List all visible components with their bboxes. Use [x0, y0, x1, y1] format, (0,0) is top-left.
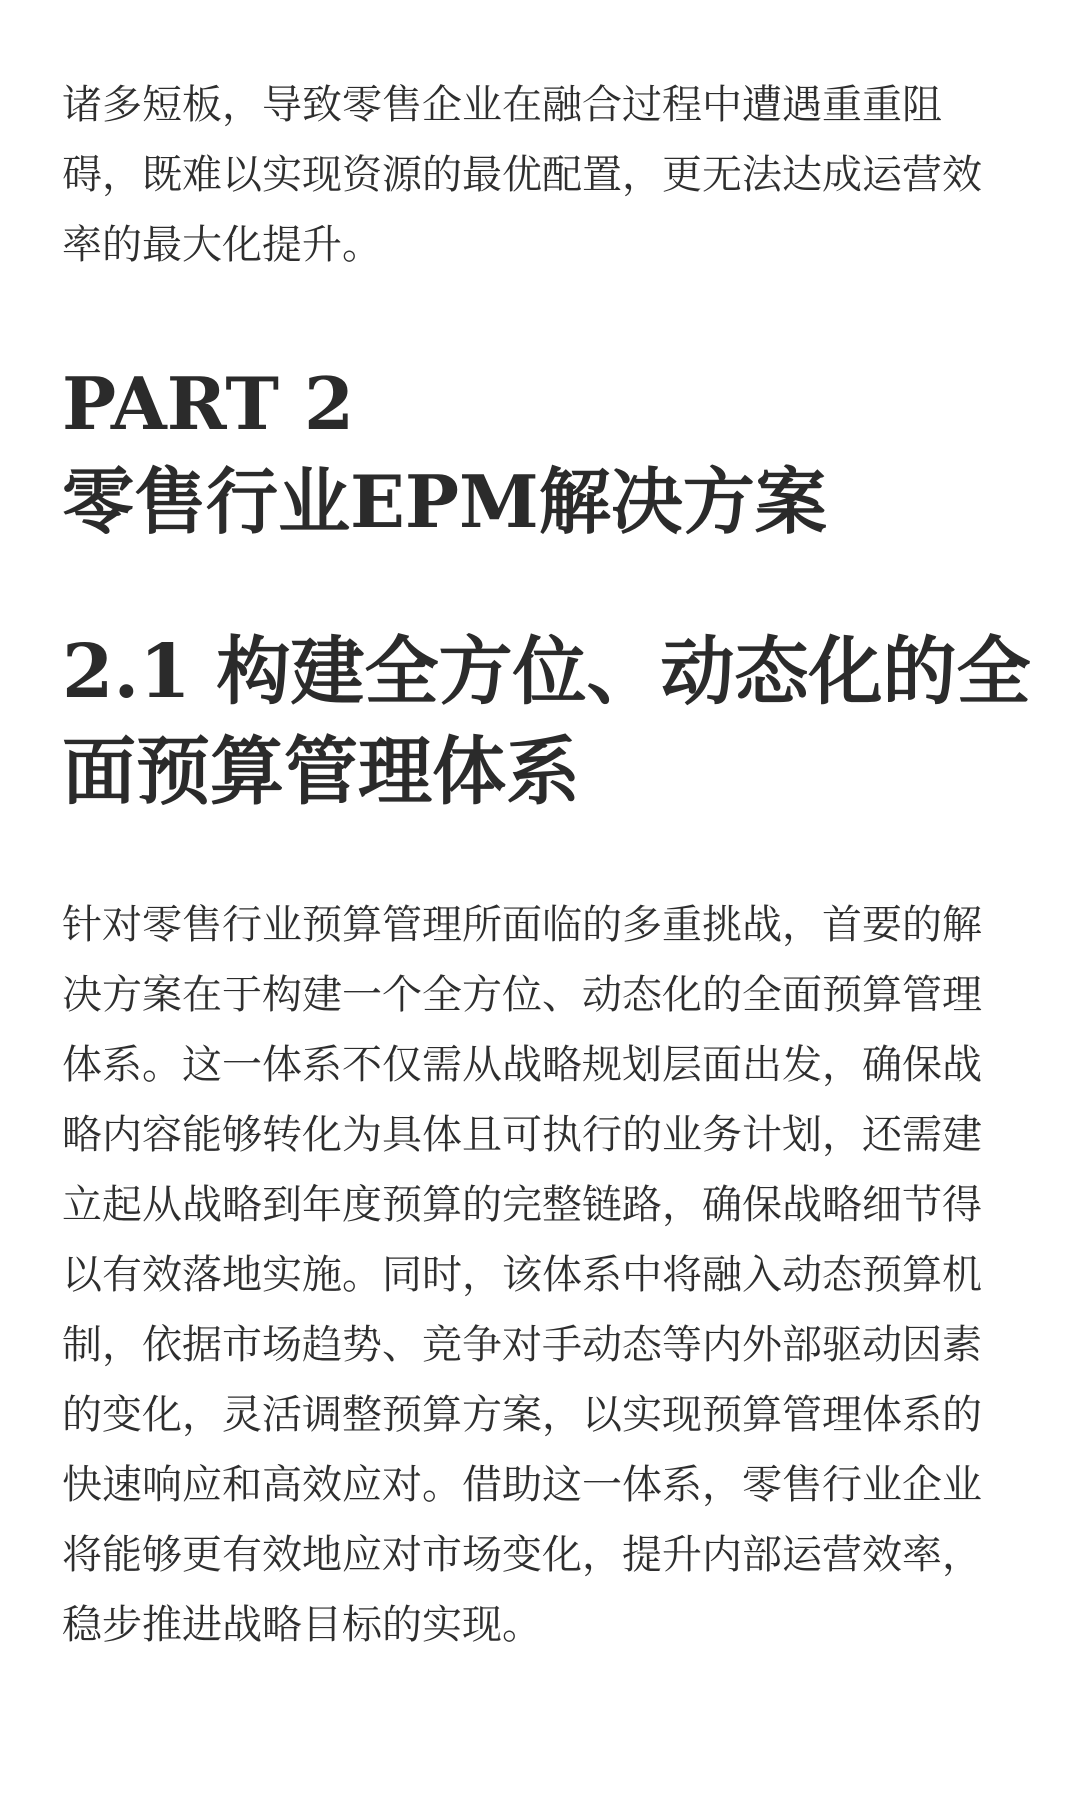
intro-line: 碍，既难以实现资源的最优配置，更无法达成运营效	[62, 152, 982, 198]
intro-paragraph	[62, 70, 1022, 280]
intro-line: 诸多短板，导致零售企业在融合过程中遭遇重重阻	[62, 82, 942, 128]
body-line: 的变化，灵活调整预算方案，以实现预算管理体系的	[62, 1392, 982, 1438]
section-heading-line: 面预算管理体系	[62, 729, 580, 815]
body-line: 稳步推进战略目标的实现。	[62, 1602, 542, 1648]
body-line: 立起从战略到年度预算的完整链路，确保战略细节得	[62, 1182, 982, 1228]
body-paragraph	[62, 890, 1022, 1660]
body-line: 快速响应和高效应对。借助这一体系，零售行业企业	[62, 1462, 982, 1508]
part-heading	[62, 355, 1022, 551]
body-line: 体系。这一体系不仅需从战略规划层面出发，确保战	[62, 1042, 982, 1088]
body-line: 将能够更有效地应对市场变化，提升内部运营效率，	[62, 1532, 982, 1578]
body-line: 决方案在于构建一个全方位、动态化的全面预算管理	[62, 972, 982, 1018]
section-heading-line: 2.1 构建全方位、动态化的全	[62, 629, 1031, 715]
part-title: 零售行业EPM解决方案	[62, 459, 827, 544]
body-line: 略内容能够转化为具体且可执行的业务计划，还需建	[62, 1112, 982, 1158]
body-line: 针对零售行业预算管理所面临的多重挑战，首要的解	[62, 902, 982, 948]
intro-line: 率的最大化提升。	[62, 222, 382, 268]
body-line: 制，依据市场趋势、竞争对手动态等内外部驱动因素	[62, 1322, 982, 1368]
body-line: 以有效落地实施。同时，该体系中将融入动态预算机	[62, 1252, 982, 1298]
part-label: PART 2	[62, 361, 355, 446]
section-heading	[62, 622, 1052, 822]
